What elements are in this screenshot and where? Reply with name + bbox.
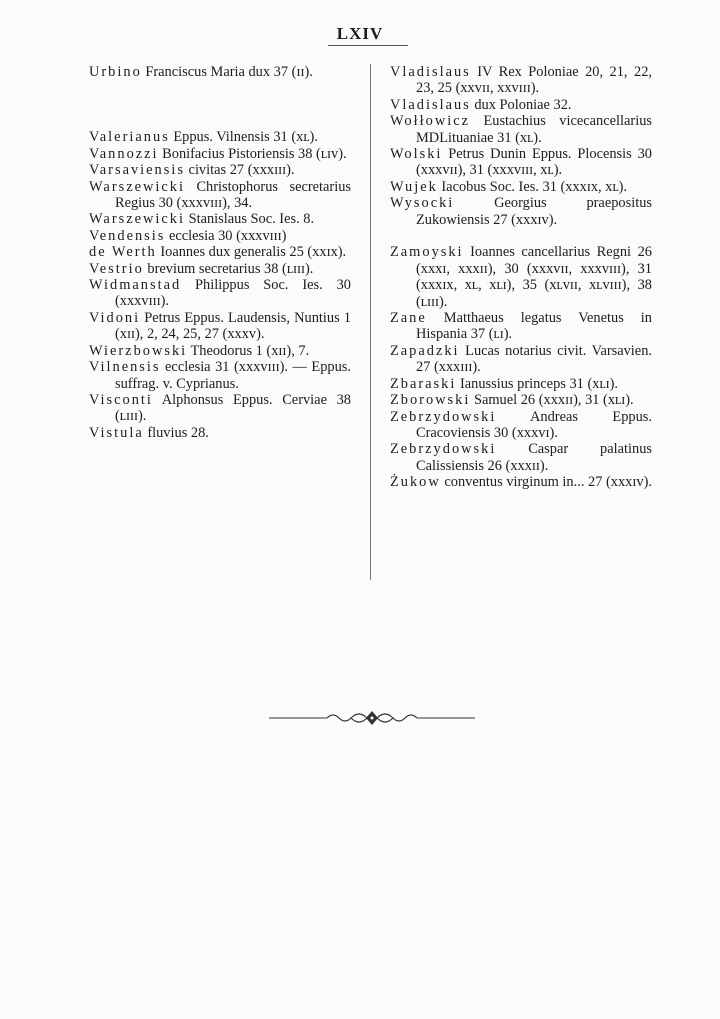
index-entry [89,244,351,260]
index-entry [89,129,351,145]
index-entry-name: Zbaraski [390,375,457,392]
index-entry-text: Ianussius princeps 31 (xʟɪ). [456,375,619,392]
entry-gap [89,80,351,129]
index-entry-text: Christophorus secretarius Regius 30 (xxxᴠɪɪɪ), 34. [115,178,351,212]
index-entry-name: Zebrzydowski [390,408,497,425]
index-entry [390,392,652,408]
index-entry [390,441,652,474]
index-entry-text: brevium secretarius 38 (ʟɪɪɪ). [143,260,314,277]
index-entry [390,179,652,195]
index-entry-text: Stanislaus Soc. Ies. 8. [184,211,315,228]
page-number-rule [328,45,408,46]
index-entry [89,425,351,441]
index-entry-name: Valerianus [89,129,170,146]
index-entry-name: Zborowski [390,392,471,409]
index-entry-name: Zamoyski [390,244,464,261]
index-entry-name: Varsaviensis [89,162,185,179]
index-entry [89,211,351,227]
index-entry-name: Wolski [390,146,443,163]
page-number: LXIV [336,24,384,43]
index-entry-text: Ioannes cancellarius Regni 26 (xxxɪ, xxxɪɪ), 30 (xxxᴠɪɪ, xxxᴠɪɪɪ), 31 (xxxɪx, xʟ, xʟɪ), 35 (xʟᴠɪɪ, xʟᴠɪɪɪ), 38 (ʟɪɪɪ). [416,244,652,310]
index-column-right [390,64,652,491]
index-entry [390,195,652,228]
index-entry-text: Georgius praepositus Zukowiensis 27 (xxxɪᴠ). [416,195,652,228]
index-entry [89,162,351,178]
index-entry-text: Iacobus Soc. Ies. 31 (xxxɪx, xʟ). [437,178,628,195]
index-entry-name: Warszewicki [89,211,185,228]
index-entry [390,244,652,310]
index-entry-text: Bonifacius Pistoriensis 38 (ʟɪᴠ). [158,145,347,162]
index-entry-name: Urbino [89,64,142,80]
index-entry [390,113,652,146]
index-entry-name: Vilnensis [89,359,161,376]
index-entry-name: Widmanstad [89,277,182,294]
index-entry-name: Vestrio [89,260,144,277]
index-entry [89,310,351,343]
index-entry-name: Vidoni [89,309,141,326]
index-entry-name: Warszewicki [89,178,185,195]
index-entry [89,343,351,359]
index-entry [390,409,652,442]
index-entry [89,392,351,425]
index-entry-name: Wysocki [390,195,455,212]
index-entry-text: IV Rex Poloniae 20, 21, 22, 23, 25 (xxᴠɪɪ, xxᴠɪɪɪ). [416,64,652,97]
index-entry-name: Wołłowicz [390,113,470,130]
index-entry-text: Lucas notarius civit. Varsavien. 27 (xxxɪɪɪ). [416,342,652,376]
index-column-left [89,64,351,441]
index-entry-text: conventus virginum in... 27 (xxxɪᴠ). [440,474,652,491]
index-entry-text: Franciscus Maria dux 37 (ɪɪ). [141,64,313,80]
index-entry-name: Visconti [89,391,153,408]
index-entry [390,310,652,343]
index-entry-text: ecclesia 30 (xxxᴠɪɪɪ) [165,227,287,244]
index-entry-name: Vendensis [89,227,166,244]
index-entry-name: Vistula [89,424,144,441]
index-entry-text: ecclesia 31 (xxxᴠɪɪɪ). — Eppus. suffrag. v. Cyprianus. [115,359,351,392]
index-entry-text: Alphonsus Eppus. Cerviae 38 (ʟɪɪɪ). [115,391,351,425]
index-entry [89,146,351,162]
index-entry-text: Philippus Soc. Ies. 30 (xxxᴠɪɪɪ). [115,277,351,310]
index-entry [390,97,652,113]
entry-gap [390,228,652,244]
index-entry-text: Eustachius vicecancellarius MDLituaniae 31 (xʟ). [416,113,652,146]
index-entry-text: Ioannes dux generalis 25 (xxɪx). [156,244,347,261]
index-entry [390,343,652,376]
index-entry-name: Zane [390,310,427,327]
index-entry-text: civitas 27 (xxxɪɪɪ). [184,162,295,179]
index-entry [390,474,652,490]
index-entry-name: Wujek [390,178,438,195]
index-entry-text: Petrus Eppus. Laudensis, Nuntius 1 (xɪɪ), 2, 24, 25, 27 (xxxᴠ). [115,309,351,343]
index-entry-name: Zebrzydowski [390,441,497,458]
index-entry-name: Żukow [390,474,441,491]
index-entry-text: Petrus Dunin Eppus. Plocensis 30 (xxxᴠɪɪ), 31 (xxxᴠɪɪɪ, xʟ). [416,146,652,179]
index-entry [390,376,652,392]
index-entry-text: dux Poloniae 32. [470,96,572,113]
ornament-divider-icon [269,706,475,730]
index-entry-text: Samuel 26 (xxxɪɪ), 31 (xʟɪ). [470,392,634,409]
index-entry-text: Eppus. Vilnensis 31 (xʟ). [169,129,318,146]
index-entry-name: Vladislaus [390,64,471,80]
index-entry [390,146,652,179]
index-entry [89,261,351,277]
index-entry [390,64,652,97]
index-entry-name: Wierzbowski [89,342,188,359]
index-entry [89,277,351,310]
index-entry-text: Theodorus 1 (xɪɪ), 7. [187,342,310,359]
index-entry [89,64,351,80]
index-entry [89,228,351,244]
index-entry-text: Andreas Eppus. Cracoviensis 30 (xxxᴠɪ). [416,408,652,441]
index-entry-name: Vladislaus [390,96,471,113]
index-entry [89,179,351,212]
index-entry-name: Vannozzi [89,145,159,162]
column-divider [370,64,371,580]
index-entry [89,359,351,392]
index-entry-text: Matthaeus legatus Venetus in Hispania 37 (ʟɪ). [416,310,652,343]
index-entry-name: de Werth [89,244,157,261]
index-entry-text: Caspar palatinus Calissiensis 26 (xxxɪɪ). [416,441,652,474]
index-entry-text: fluvius 28. [143,424,209,441]
index-entry-name: Zapadzki [390,342,460,359]
